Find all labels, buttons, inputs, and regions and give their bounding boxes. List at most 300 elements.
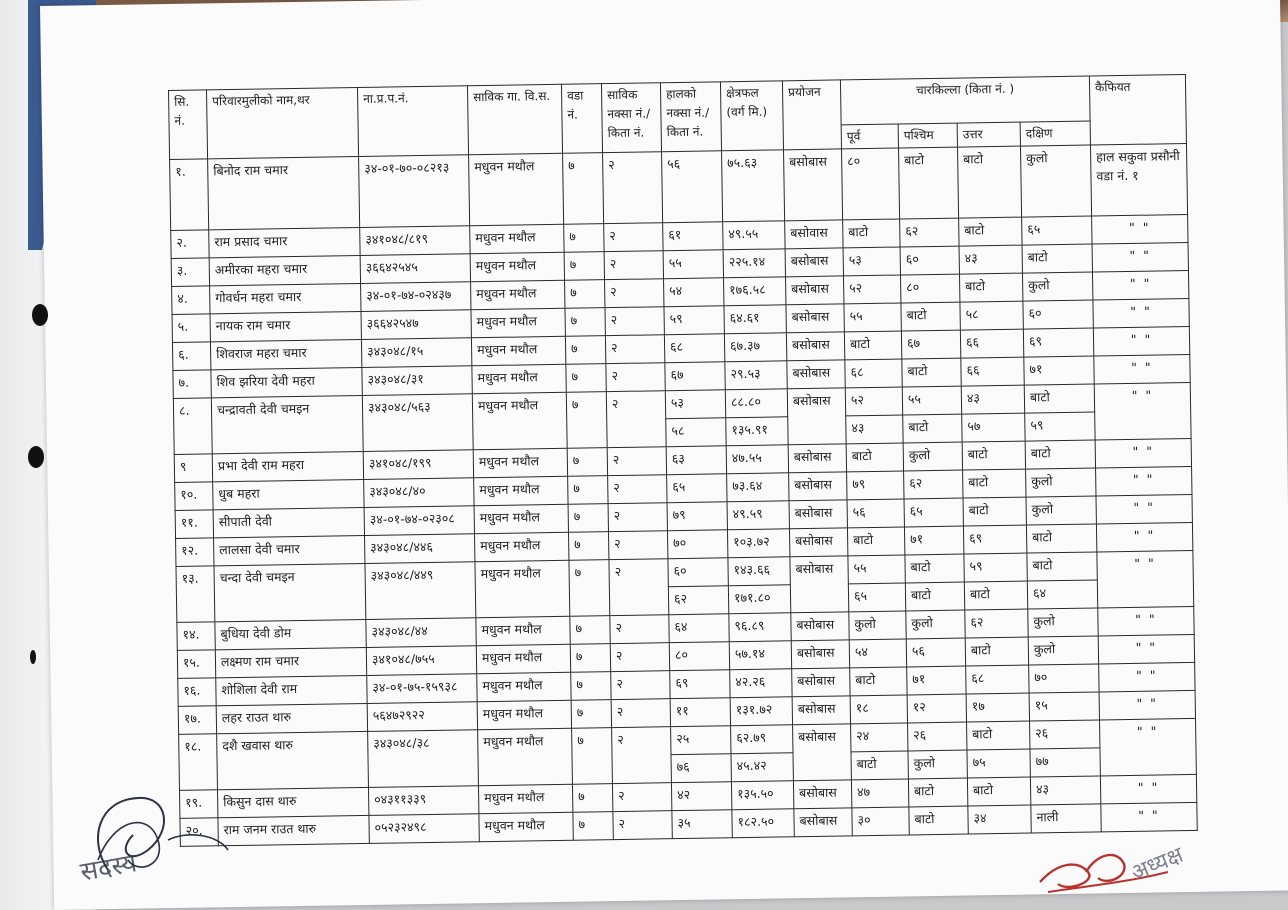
cell-former-map: २ (605, 335, 664, 364)
cell-sn: १२. (176, 538, 214, 567)
cell-north: १७ (966, 693, 1029, 722)
cell-current-map: ६३ (666, 446, 726, 475)
cell-south: बाटो (1022, 244, 1092, 273)
header-current-map: हालको नक्सा नं./किता नं. (660, 82, 721, 152)
cell-north: ६९ (963, 525, 1026, 554)
cell-area: १३५.५० (731, 781, 793, 810)
cell-east: ५२ (845, 387, 902, 416)
cell-former-vdc: मधुवन मथौल (477, 672, 571, 701)
cell-former-vdc: मधुवन मथौल (478, 728, 573, 785)
cell-east: ४७ (851, 779, 908, 808)
cell-former-vdc: मधुवन मथौल (471, 336, 565, 365)
cell-current-map: २५ (671, 726, 731, 755)
cell-west: ७१ (904, 526, 963, 555)
punch-hole (30, 650, 36, 664)
cell-west: ७१ (907, 666, 966, 695)
cell-east: बाटो (846, 443, 903, 472)
cell-north: ५८ (960, 301, 1023, 330)
cell-north: ४३ (959, 245, 1022, 274)
cell-name: गोवर्धन महरा चमार (210, 283, 361, 313)
cell-former-map: २ (608, 531, 667, 560)
cell-former-vdc: मधुवन मथौल (469, 153, 564, 225)
cell-current-map: ६५ (667, 474, 727, 503)
cell-current-map: ५६ (662, 151, 723, 223)
header-remarks: कैफियत (1089, 75, 1186, 145)
cell-west: ५५ (902, 386, 961, 415)
cell-south: ७७ (1030, 748, 1100, 777)
cell-west: कुलो (903, 442, 962, 471)
cell-area: १०३.७२ (727, 529, 789, 558)
cell-current-map: ५८ (666, 418, 726, 447)
cell-north: ३४ (968, 805, 1031, 834)
cell-south: कुलो (1028, 636, 1098, 665)
cell-remark: " " (1094, 382, 1191, 440)
cell-remark: " " (1092, 270, 1188, 300)
cell-remark: " " (1095, 438, 1191, 468)
cell-south: कुलो (1028, 608, 1098, 637)
cell-south: कुलो (1020, 145, 1091, 217)
cell-current-map: ३५ (672, 810, 732, 839)
cell-north: ६६ (960, 329, 1023, 358)
cell-ward: ७ (566, 364, 606, 393)
cell-area: १७६.५८ (724, 277, 786, 306)
cell-name: लहर राउत थारु (216, 703, 367, 733)
cell-name: प्रभा देवी राम महरा (212, 451, 363, 481)
cell-south: कुलो (1026, 496, 1096, 525)
cell-former-vdc: मधुवन मथौल (472, 392, 567, 449)
cell-purpose: बसोबास (786, 276, 844, 305)
cell-former-map: २ (612, 727, 672, 784)
cell-east: ६५ (848, 583, 905, 612)
cell-area: ४५.४२ (731, 753, 793, 782)
cell-sn: १३. (176, 566, 215, 623)
cell-citizenship: ३४३०४८/१५ (361, 338, 471, 368)
cell-former-vdc: मधुवन मथौल (470, 224, 564, 253)
cell-west: १२ (907, 694, 966, 723)
cell-name: बिनोद राम चमार (208, 157, 360, 230)
cell-ward: ७ (570, 644, 610, 673)
header-area: क्षेत्रफल (वर्ग मि.) (720, 81, 783, 151)
cell-current-map: ४२ (671, 782, 731, 811)
cell-south: बाटो (1025, 440, 1095, 469)
cell-name: शोशिला देवी राम (216, 675, 367, 705)
cell-east: ७९ (847, 471, 904, 500)
cell-former-map: २ (605, 279, 664, 308)
cell-south: ७० (1029, 664, 1099, 693)
cell-name: अमीरका महरा चमार (209, 256, 360, 286)
cell-south: ६९ (1023, 328, 1093, 357)
cell-name: राम जनम राउत थारु (218, 815, 369, 845)
cell-purpose: बसोबास (793, 724, 852, 781)
cell-citizenship: ३४३०४८/४४६ (365, 534, 475, 564)
cell-former-map: २ (610, 615, 669, 644)
cell-remark: " " (1100, 718, 1197, 776)
cell-south: ६० (1023, 300, 1093, 329)
cell-ward: ७ (571, 672, 611, 701)
land-register-table (168, 74, 1198, 847)
cell-current-map: ५४ (664, 278, 724, 307)
cell-former-map: २ (611, 671, 670, 700)
cell-north: बाटो (967, 721, 1030, 750)
cell-sn: १४. (177, 622, 215, 651)
cell-name: लालसा देवी चमार (214, 535, 365, 565)
cell-former-map: २ (604, 223, 663, 252)
cell-former-map: २ (606, 391, 666, 448)
cell-former-map: २ (605, 307, 664, 336)
header-purpose: प्रयोजन (782, 80, 841, 150)
header-ward: वडा नं. (561, 84, 602, 154)
member-stamp: सदस्य (78, 848, 140, 888)
cell-name: शिवराज महरा चमार (210, 339, 361, 369)
cell-remark: " " (1099, 690, 1195, 720)
cell-purpose: बसोबास (791, 612, 849, 641)
cell-area: ७५.६३ (722, 150, 785, 222)
cell-ward: ७ (568, 532, 608, 561)
cell-current-map: ६० (668, 558, 728, 587)
cell-area: १८२.५० (732, 809, 794, 838)
cell-west: बाटो (901, 302, 960, 331)
cell-former-vdc: मधुवन मथौल (471, 280, 565, 309)
cell-west: ६७ (901, 330, 960, 359)
cell-name: सीपाती देवी (213, 507, 364, 537)
header-citizenship: ना.प्र.प.नं. (357, 86, 468, 157)
cell-north: बाटो (962, 441, 1025, 470)
cell-east: १८ (850, 695, 907, 724)
cell-citizenship: ३४३०४८/४४९ (365, 562, 476, 620)
cell-area: ५७.१४ (729, 641, 791, 670)
cell-area: ४९.५५ (723, 221, 785, 250)
cell-purpose: बसोबास (784, 149, 843, 221)
cell-remark: " " (1092, 242, 1188, 272)
cell-remark: " " (1098, 634, 1194, 664)
cell-south: ६४ (1027, 580, 1097, 609)
cell-citizenship: ५६४७२९२२ (367, 702, 477, 732)
cell-sn: १७. (178, 706, 216, 735)
cell-ward: ७ (570, 616, 610, 645)
cell-west: बाटो (902, 358, 961, 387)
cell-citizenship: ३४१०४८/८१९ (360, 226, 470, 256)
cell-current-map: ७९ (667, 502, 727, 531)
cell-sn: ७. (173, 370, 211, 399)
cell-north: बाटो (963, 469, 1026, 498)
cell-name: बुधिया देवी डोम (215, 619, 366, 649)
cell-south: ६५ (1022, 216, 1092, 245)
cell-east: ५२ (844, 275, 901, 304)
cell-area: ६७.३७ (724, 333, 786, 362)
cell-former-vdc: मधुवन मथौल (471, 308, 565, 337)
cell-area: २९.५३ (725, 361, 787, 390)
cell-former-vdc: मधुवन मथौल (478, 784, 572, 813)
cell-area: ७३.६४ (727, 473, 789, 502)
cell-citizenship: ३६६४२५४५ (360, 254, 470, 284)
cell-citizenship: ३४३०४८/५६३ (362, 394, 473, 452)
cell-north: बाटो (957, 146, 1021, 218)
header-north: उत्तर (957, 122, 1020, 147)
cell-current-map: ७० (667, 530, 727, 559)
cell-sn: ५. (172, 314, 210, 343)
cell-ward: ७ (568, 476, 608, 505)
cell-area: २२५.१४ (723, 249, 785, 278)
cell-purpose: बसोबास (785, 248, 843, 277)
cell-citizenship: ३४-०१-७४-०२३०८ (364, 506, 474, 536)
cell-sn: ८. (173, 398, 212, 455)
header-west: पश्चिम (898, 123, 957, 148)
cell-sn: ११. (175, 510, 213, 539)
cell-citizenship: ३६६४२५४७ (361, 310, 471, 340)
cell-north: बाटो (959, 217, 1022, 246)
cell-remark: " " (1100, 774, 1196, 804)
cell-east: बाटो (851, 751, 908, 780)
cell-area: ९६.८९ (729, 613, 791, 642)
cell-north: बाटो (959, 273, 1022, 302)
cell-west: बाटो (905, 582, 964, 611)
cell-area: १४३.६६ (728, 557, 790, 586)
cell-sn: ९ (174, 454, 212, 483)
cell-former-vdc: मधुवन मथौल (476, 616, 570, 645)
cell-south: ५९ (1025, 412, 1095, 441)
cell-name: दशै खवास थारु (217, 731, 369, 789)
cell-area: ८८.८० (725, 389, 787, 418)
cell-remark: " " (1093, 298, 1189, 328)
cell-former-vdc: मधुवन मथौल (473, 448, 567, 477)
cell-north: ४३ (961, 385, 1024, 414)
cell-north: ६६ (961, 357, 1024, 386)
cell-purpose: बसोबास (787, 388, 846, 445)
cell-sn: ४. (172, 286, 210, 315)
cell-current-map: ६८ (664, 334, 724, 363)
cell-west: ६५ (904, 498, 963, 527)
cell-purpose: बसोवास (785, 220, 843, 249)
cell-citizenship: ३४-०१-७५-१५९३८ (367, 674, 477, 704)
header-south: दक्षिण (1020, 121, 1090, 146)
cell-remark: " " (1093, 326, 1189, 356)
cell-south: कुलो (1022, 272, 1092, 301)
cell-remark: " " (1097, 550, 1194, 608)
cell-remark: " " (1096, 494, 1192, 524)
punch-hole (32, 304, 48, 326)
cell-east: २४ (851, 723, 908, 752)
cell-ward: ७ (573, 812, 613, 841)
header-former-vdc: साविक गा. वि.स. (467, 84, 562, 154)
cell-ward: ७ (571, 700, 611, 729)
cell-south: बाटो (1026, 524, 1096, 553)
cell-citizenship: ३४१०४८/१९९ (363, 450, 473, 480)
cell-remark: " " (1098, 606, 1194, 636)
cell-north: बाटो (964, 581, 1027, 610)
cell-ward: ७ (566, 392, 607, 449)
cell-former-vdc: मधुवन मथौल (470, 252, 564, 281)
cell-sn: २. (171, 230, 209, 259)
cell-west: कुलो (908, 750, 967, 779)
cell-east: ४३ (846, 415, 903, 444)
cell-former-vdc: मधुवन मथौल (477, 700, 571, 729)
cell-purpose: बसोबास (789, 500, 847, 529)
cell-name: किसुन दास थारु (217, 787, 368, 817)
cell-east: ५४ (849, 639, 906, 668)
cell-south: ७१ (1024, 356, 1094, 385)
cell-current-map: ८० (669, 642, 729, 671)
cell-east: बाटो (843, 219, 900, 248)
cell-current-map: ५३ (665, 390, 725, 419)
cell-purpose: बसोबास (788, 444, 846, 473)
cell-area: ६४.६१ (724, 305, 786, 334)
header-former-map: साविक नक्सा नं./किता नं. (601, 83, 661, 153)
cell-east: ६८ (845, 359, 902, 388)
cell-former-map: २ (611, 699, 670, 728)
cell-name: चन्दा देवी चमइन (214, 563, 366, 621)
cell-purpose: बसोबास (789, 472, 847, 501)
cell-purpose: बसोबास (792, 696, 850, 725)
header-name: परिवारमुलीको नाम,थर (207, 88, 359, 159)
cell-ward: ७ (569, 560, 610, 617)
cell-name: धुब महरा (213, 479, 364, 509)
cell-east: ८० (842, 148, 900, 220)
cell-former-vdc: मधुवन मथौल (476, 644, 570, 673)
cell-citizenship: ०५२३२४९८ (369, 814, 479, 844)
cell-citizenship: ३४-०१-७०-०८२१३ (359, 155, 470, 228)
cell-purpose: बसोबास (787, 360, 845, 389)
cell-former-vdc: मधुवन मथौल (472, 364, 566, 393)
cell-east: कुलो (849, 611, 906, 640)
cell-sn: ३. (171, 258, 209, 287)
chairperson-signature (1028, 842, 1218, 904)
cell-area: १३१.७२ (730, 697, 792, 726)
cell-sn: १९. (180, 790, 218, 819)
cell-east: ३० (852, 807, 909, 836)
cell-former-map: २ (610, 643, 669, 672)
cell-citizenship: ३४-०१-७४-०२४३७ (361, 282, 471, 312)
cell-sn: १८. (179, 734, 218, 791)
cell-north: बाटो (963, 497, 1026, 526)
cell-south: नाली (1031, 804, 1101, 833)
cell-south: १५ (1029, 692, 1099, 721)
cell-sn: १५. (177, 650, 215, 679)
cell-area: ४९.५९ (727, 501, 789, 530)
cell-area: ४७.५५ (726, 445, 788, 474)
cell-north: ५९ (964, 553, 1027, 582)
cell-east: ५३ (843, 247, 900, 276)
cell-name: नायक राम चमार (210, 311, 361, 341)
cell-former-vdc: मधुवन मथौल (475, 532, 569, 561)
cell-north: ५७ (962, 413, 1025, 442)
cell-former-vdc: मधुवन मथौल (474, 504, 568, 533)
cell-name: राम प्रसाद चमार (209, 228, 360, 258)
punch-hole (28, 446, 44, 468)
cell-sn: १०. (175, 482, 213, 511)
cell-west: बाटो (909, 806, 968, 835)
cell-former-map: २ (607, 447, 666, 476)
cell-ward: ७ (565, 336, 605, 365)
cell-current-map: ५९ (664, 306, 724, 335)
cell-current-map: ६७ (665, 362, 725, 391)
cell-ward: ७ (565, 280, 605, 309)
cell-purpose: बसोबास (786, 304, 844, 333)
cell-west: बाटो (908, 778, 967, 807)
cell-south: बाटो (1024, 384, 1094, 413)
cell-sn: २०. (180, 818, 218, 847)
cell-east: ५५ (848, 555, 905, 584)
cell-purpose: बसोबास (789, 528, 847, 557)
cell-west: ६२ (904, 470, 963, 499)
cell-purpose: बसोबास (794, 808, 852, 837)
cell-ward: ७ (568, 504, 608, 533)
cell-west: ६० (900, 246, 959, 275)
cell-name: शिव झरिया देवी महरा (211, 367, 362, 397)
cell-former-vdc: मधुवन मथौल (474, 476, 568, 505)
cell-citizenship: ३४३०४८/४४ (366, 618, 476, 648)
cell-citizenship: ०४३११३३९ (368, 786, 478, 816)
cell-area: १७१.८० (728, 585, 790, 614)
cell-former-vdc: मधुवन मथौल (475, 560, 570, 617)
cell-ward: ७ (564, 224, 604, 253)
cell-west: कुलो (906, 610, 965, 639)
cell-south: कुलो (1026, 468, 1096, 497)
cell-west: बाटो (905, 554, 964, 583)
cell-current-map: ६२ (668, 586, 728, 615)
cell-ward: ७ (563, 153, 604, 225)
cell-east: बाटो (847, 527, 904, 556)
cell-north: बाटो (965, 637, 1028, 666)
cell-remark: " " (1096, 522, 1192, 552)
cell-south: ४३ (1030, 776, 1100, 805)
cell-west: ५६ (906, 638, 965, 667)
cell-current-map: ६१ (663, 222, 723, 251)
cell-north: ६२ (965, 609, 1028, 638)
cell-current-map: ११ (670, 698, 730, 727)
cell-purpose: बसोबास (793, 780, 851, 809)
cell-sn: ६. (172, 342, 210, 371)
cell-north: ७५ (967, 749, 1030, 778)
cell-south: २६ (1030, 720, 1100, 749)
cell-former-map: २ (603, 152, 663, 224)
cell-citizenship: ३४३०४८/४० (364, 478, 474, 508)
cell-west: ६२ (900, 218, 959, 247)
cell-remark: " " (1096, 466, 1192, 496)
cell-purpose: बसोबास (792, 668, 850, 697)
cell-citizenship: ३४३०४८/३८ (368, 730, 479, 788)
cell-remark: हाल सकुवा प्रसौनी वडा नं. १ (1090, 144, 1187, 216)
cell-current-map: ६९ (670, 670, 730, 699)
cell-east: बाटो (844, 331, 901, 360)
cell-west: बाटो (903, 414, 962, 443)
cell-current-map: ५५ (663, 250, 723, 279)
cell-south: बाटो (1027, 552, 1097, 581)
cell-west: २६ (908, 722, 967, 751)
cell-former-map: २ (609, 559, 669, 616)
cell-west: बाटो (899, 147, 959, 219)
cell-east: ५५ (844, 303, 901, 332)
cell-purpose: बसोबास (786, 332, 844, 361)
cell-ward: ७ (565, 308, 605, 337)
cell-remark: " " (1094, 354, 1190, 384)
cell-area: ६२.७९ (731, 725, 793, 754)
cell-east: ५६ (847, 499, 904, 528)
cell-current-map: ६४ (669, 614, 729, 643)
cell-former-map: २ (613, 811, 672, 840)
cell-east: बाटो (850, 667, 907, 696)
cell-sn: १६. (178, 678, 216, 707)
cell-current-map: ७६ (671, 754, 731, 783)
cell-remark: " " (1101, 802, 1197, 832)
cell-ward: ७ (572, 728, 613, 785)
cell-remark: " " (1092, 215, 1188, 245)
cell-ward: ७ (564, 252, 604, 281)
cell-ward: ७ (572, 784, 612, 813)
cell-ward: ७ (567, 448, 607, 477)
cell-name: चन्द्रावती देवी चमइन (211, 395, 363, 453)
header-sn: सि. नं. (169, 90, 208, 160)
cell-former-map: २ (608, 503, 667, 532)
